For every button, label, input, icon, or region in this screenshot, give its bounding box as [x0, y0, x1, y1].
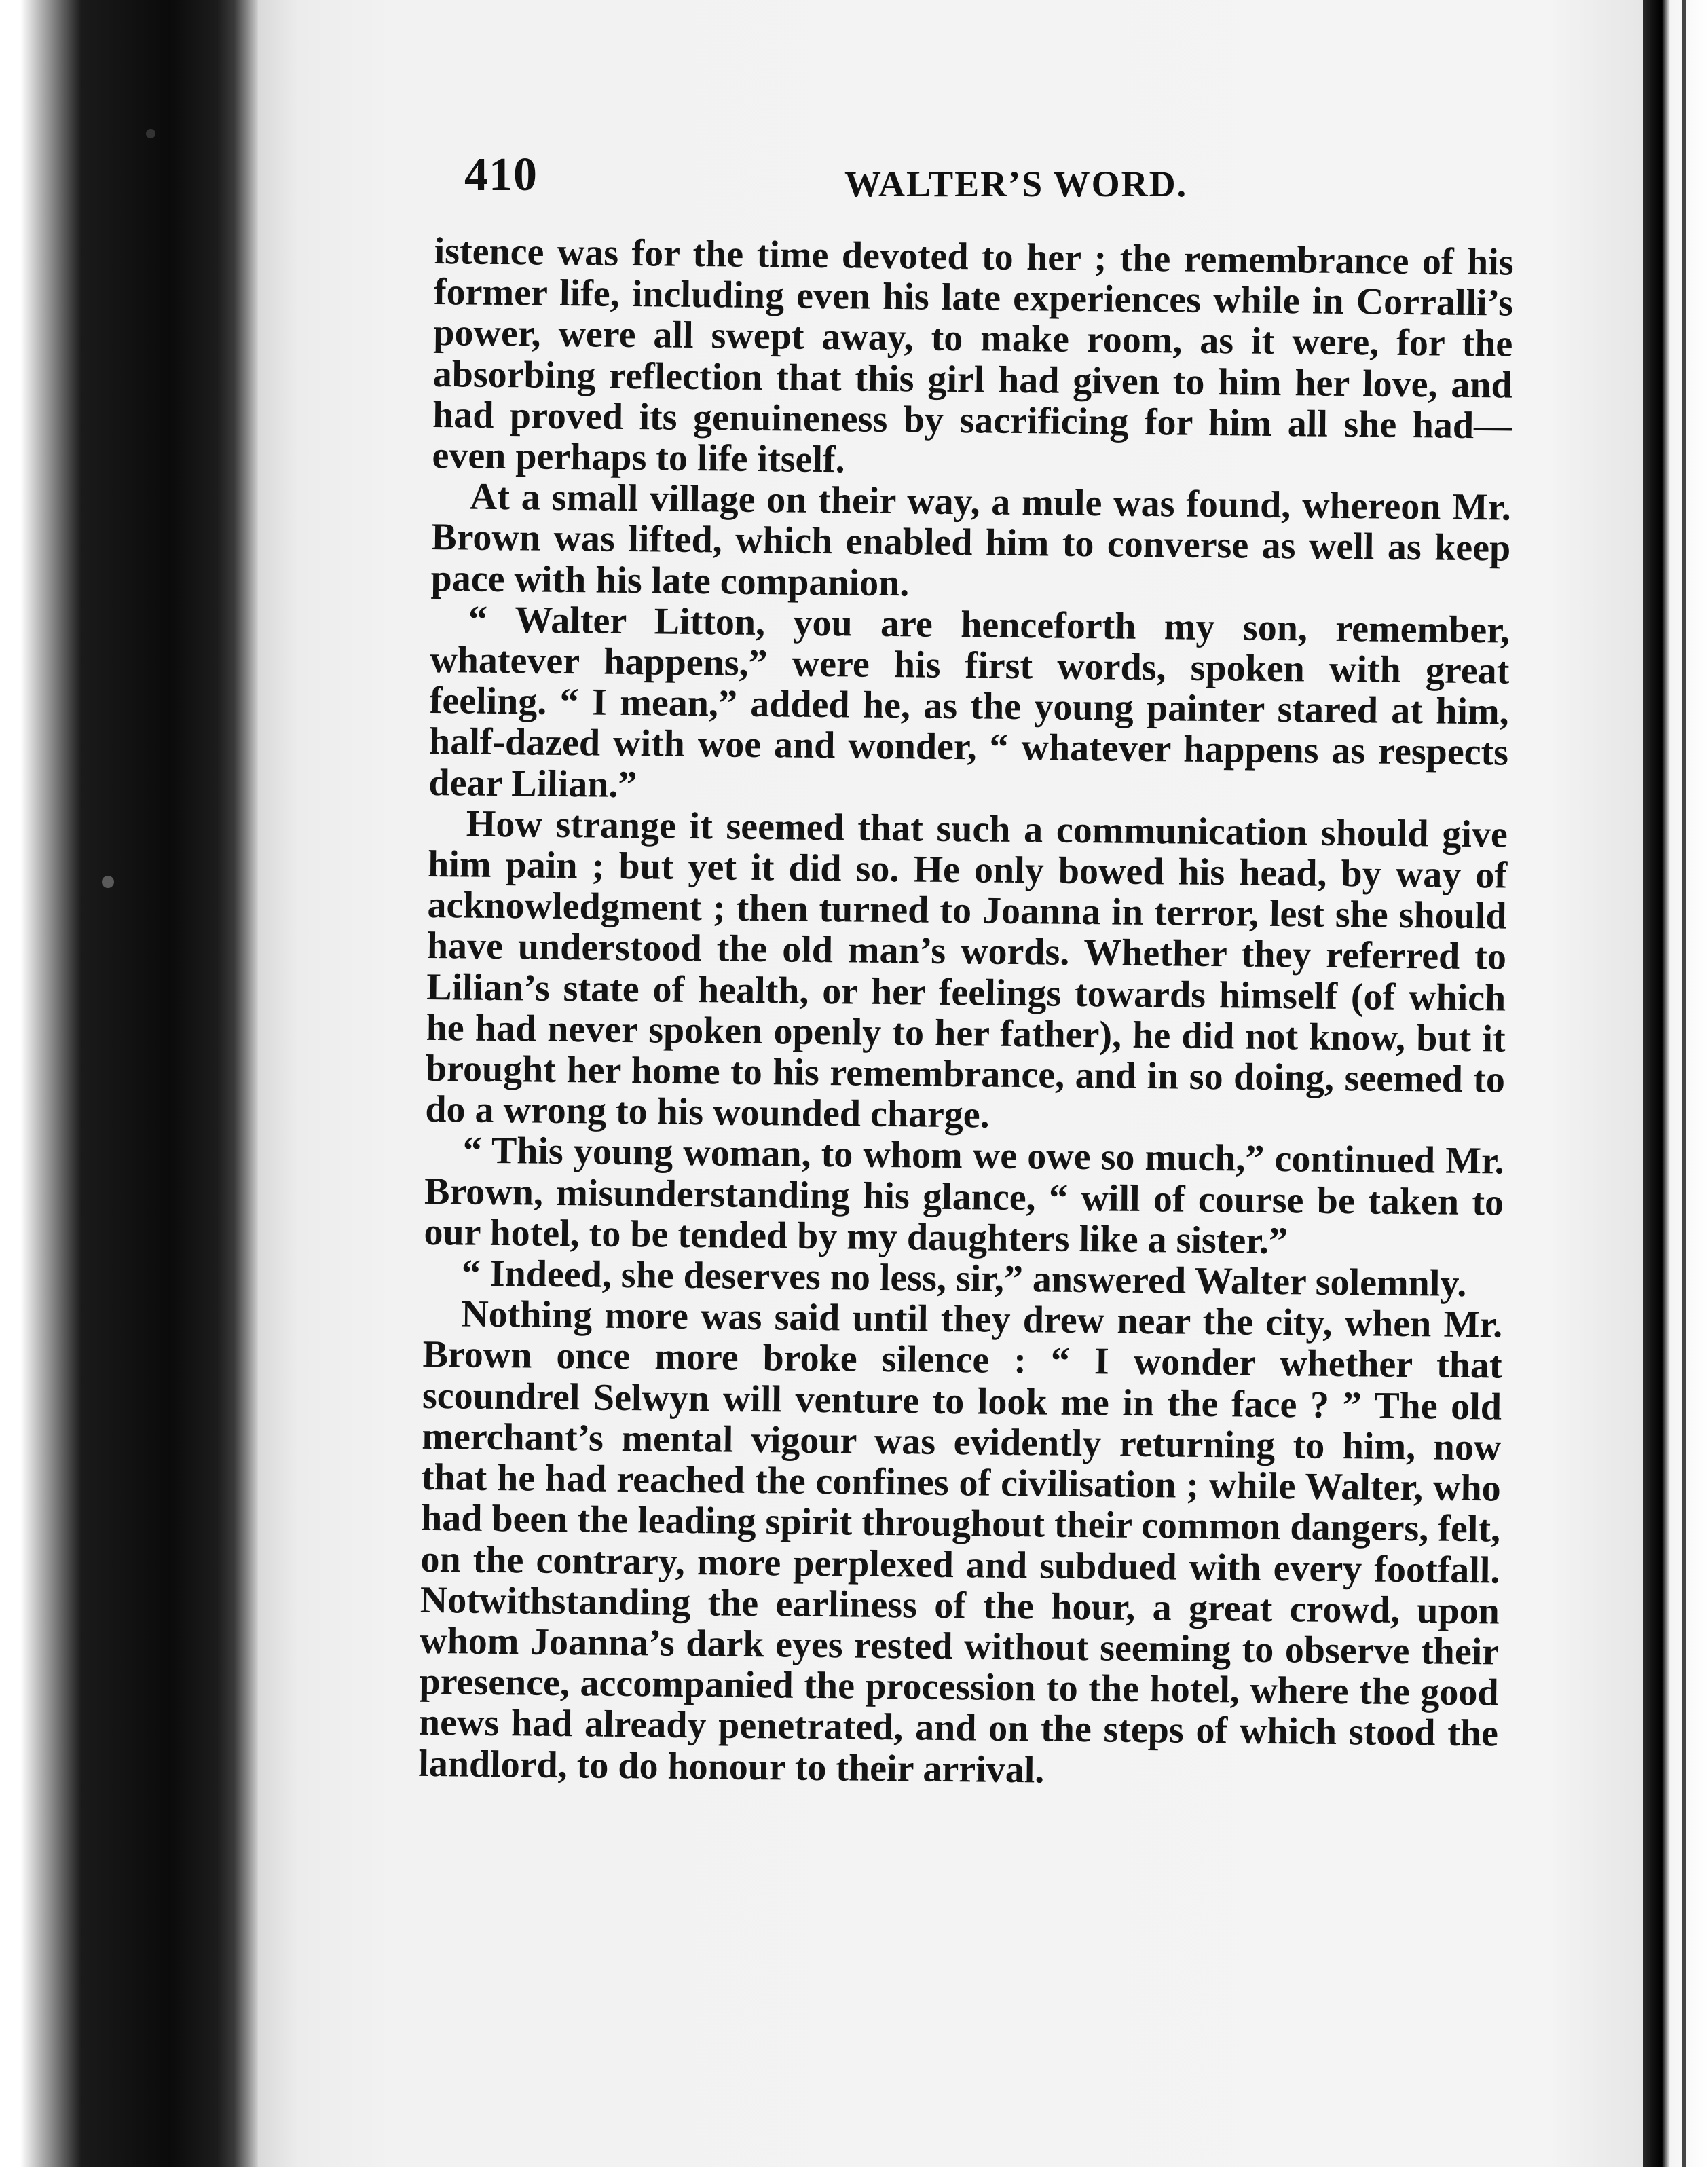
- paragraph-7: Nothing more was said until they drew near the city, when Mr. Brown once more broke silence : “ I wonder whether that scoundrel Selwyn will venture to look me in the face ? ” The old merchant’s mental vigour was evidently returning to him, now that he had reached the confines of civilisation ; while Walter, who had been the leading spirit throughout their common dangers, felt, on the contrary, more perplexed and subdued with every footfall. Notwithstanding the earliness of the hour, a great crowd, upon whom Joanna’s dark eyes rested without seeming to observe their presence, accompanied the procession to the hotel, where the good news had already penetrated, and on the steps of which stood the landlord, to do honour to their arrival.: [418, 1293, 1503, 1792]
- body-text: [418, 231, 1514, 1795]
- paragraph-2: At a small village on their way, a mule was found, whereon Mr. Brown was lifted, which enabled him to converse as well as keep pace with his late companion.: [430, 475, 1512, 604]
- gutter-speck: [102, 876, 114, 888]
- running-title: WALTER’S WORD.: [844, 164, 1188, 204]
- paragraph-5: “ This young woman, to whom we owe so much,” continued Mr. Brown, misunderstanding his glance, “ will of course be taken to our hotel, to be tended by my daughters like a sister.”: [424, 1129, 1505, 1263]
- paragraph-1: istence was for the time devoted to her ; the remembrance of his former life, including even his late experiences while in Corralli’s power, were all swept away, to make room, as it were, for the absorbing reflection that this girl had given to him her love, and had proved its genuineness by sacrificing for him all she had—even perhaps to life itself.: [432, 230, 1514, 481]
- page-number: 410: [464, 149, 538, 201]
- right-page-edge: [1643, 0, 1708, 2167]
- paragraph-6: “ Indeed, she deserves no less, sir,” answered Walter solemnly.: [461, 1252, 1467, 1305]
- paragraph-3: “ Walter Litton, you are henceforth my son, remember, whatever happens,” were his first words, spoken with great feeling. “ I mean,” added he, as the young painter stared at him, half-dazed with woe and wonder, “ whatever happens as respects dear Lilian.”: [428, 598, 1510, 806]
- paragraph-4: How strange it seemed that such a communication should give him pain ; but yet it did so. He only bowed his head, by way of acknowledgment ; then turned to Joanna in terror, lest she should have understood the old man’s words. Whether they referred to Lilian’s state of health, or her feelings towards himself (of which he had never spoken openly to her father), he did not know, but it brought her home to his remembrance, and in so doing, seemed to do a wrong to his wounded charge.: [425, 802, 1508, 1136]
- gutter-speck: [146, 129, 155, 138]
- book-gutter: [0, 0, 258, 2167]
- binding-line: [1682, 0, 1686, 2167]
